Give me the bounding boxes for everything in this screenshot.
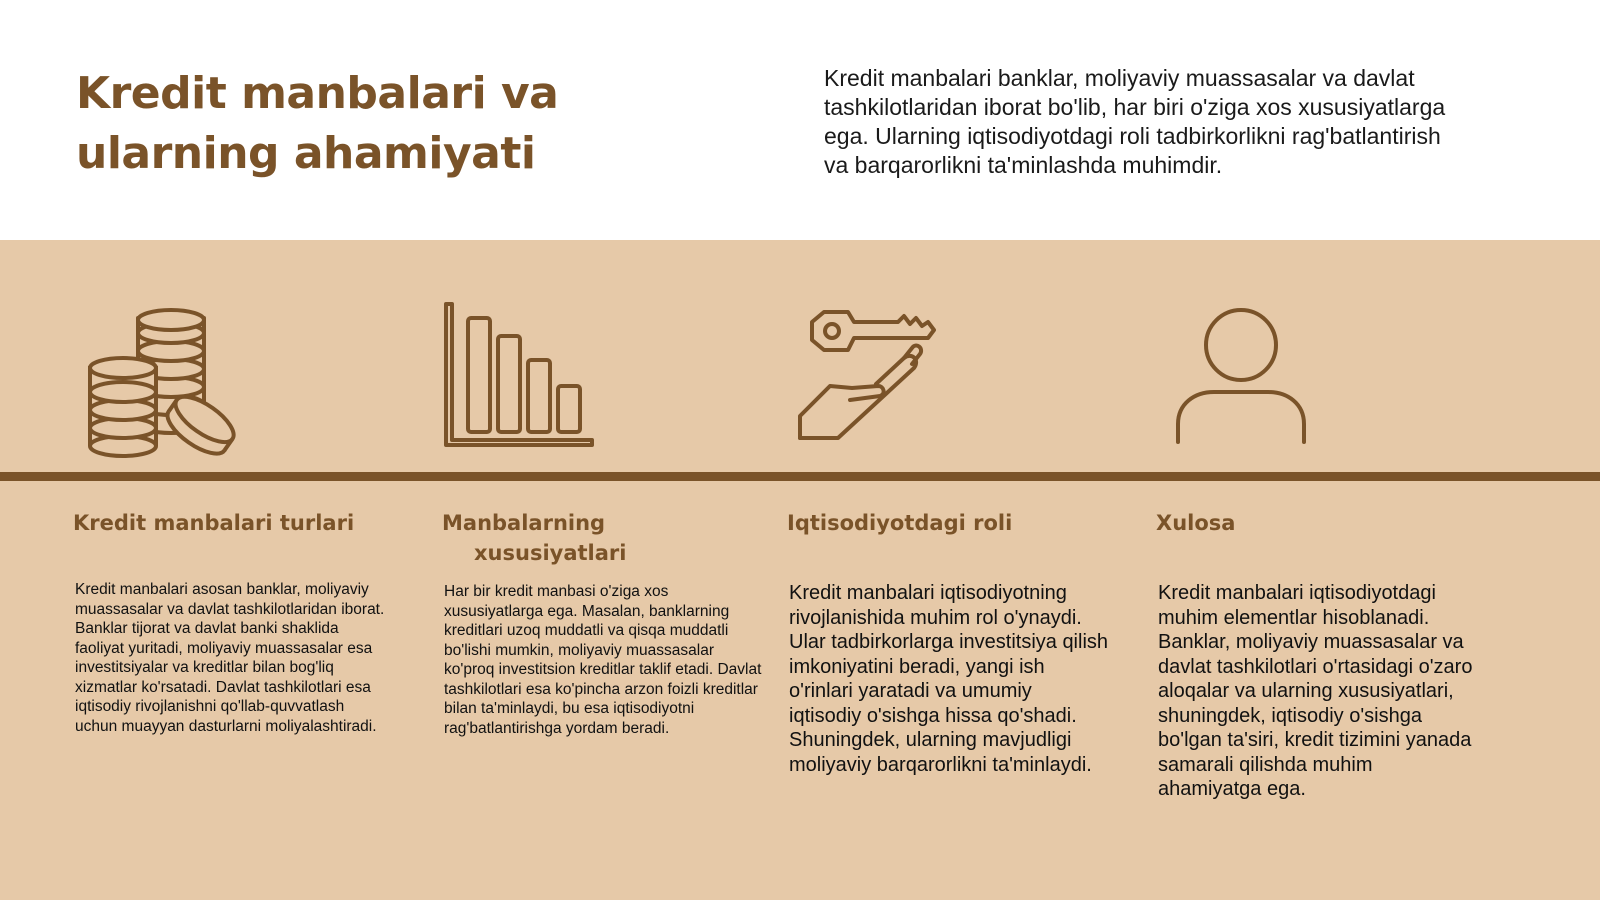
column-text-xulosa: Kredit manbalari iqtisodiyotdagi muhim elementlar hisoblanadi. Banklar, moliyaviy muassasalar va davlat tashkilotlari o'rtasidagi o'zaro aloqalar va ularning xususiyatlari, shuningdek, iqtisodiy o'sishga bo'lgan ta'siri, kredit tizimini yanada samarali qilishda muhim ahamiyatga ega. <box>1158 582 1473 800</box>
coins-stack-icon <box>86 308 242 458</box>
column-title-line: xususiyatlari <box>474 541 627 565</box>
page-title: Kredit manbalari va ularning ahamiyati <box>76 68 559 179</box>
column-title-iqtisodiyot-roli: Iqtisodiyotdagi roli <box>787 511 1013 535</box>
column-title-xulosa: Xulosa <box>1156 511 1236 535</box>
bar-chart-icon <box>442 300 598 450</box>
column-text-kredit-turlari: Kredit manbalari asosan banklar, moliyaviy muassasalar va davlat tashkilotlaridan iborat. Banklar tijorat va davlat banki shaklida faoliyat yuritadi, moliyaviy muassasalar esa investitsiyalar va kreditlar bilan bog'liq xizmatlar ko'rsatadi. Davlat tashkilotlari esa iqtisodiy rivojlanishni qo'llab-quvvatlash uchun muayyan dasturlarni moliyalashtiradi. <box>75 581 385 735</box>
hand-key-icon <box>794 308 944 448</box>
intro-paragraph: Kredit manbalari banklar, moliyaviy muassasalar va davlat tashkilotlaridan iborat bo'lib, har biri o'ziga xos xususiyatlarga ega. Ularning iqtisodiyotdagi roli tadbirkorlikni rag'batlantirish va barqarorlikni ta'minlashda muhimdir. <box>824 65 1446 178</box>
column-title-line: Manbalarning <box>442 511 606 535</box>
column-text-xususiyatlar: Har bir kredit manbasi o'ziga xos xususiyatlarga ega. Masalan, banklarning kreditlari uzoq muddatli va qisqa muddatli bo'lishi mumkin, moliyaviy muassasalar ko'proq investitsion kreditlar taklif etadi. Davlat tashkilotlari esa ko'pincha arzon foizli kreditlar bilan ta'minlaydi, bu esa iqtisodiyotni rag'batlantirishga yordam beradi. <box>444 583 762 737</box>
horizontal-divider <box>0 472 1600 481</box>
person-icon <box>1174 308 1306 444</box>
column-title-kredit-turlari: Kredit manbalari turlari <box>73 511 355 535</box>
header-section <box>0 0 1600 240</box>
column-title-xususiyatlar <box>442 508 782 568</box>
column-text-iqtisodiyot-roli: Kredit manbalari iqtisodiyotning rivojlanishida muhim rol o'ynaydi. Ular tadbirkorlarga investitsiya qilish imkoniyatini beradi, yangi ish o'rinlari yaratadi va umumiy iqtisodiy o'sishga hissa qo'shadi. Shuningdek, ularning mavjudligi moliyaviy barqarorlikni ta'minlaydi. <box>789 582 1109 776</box>
